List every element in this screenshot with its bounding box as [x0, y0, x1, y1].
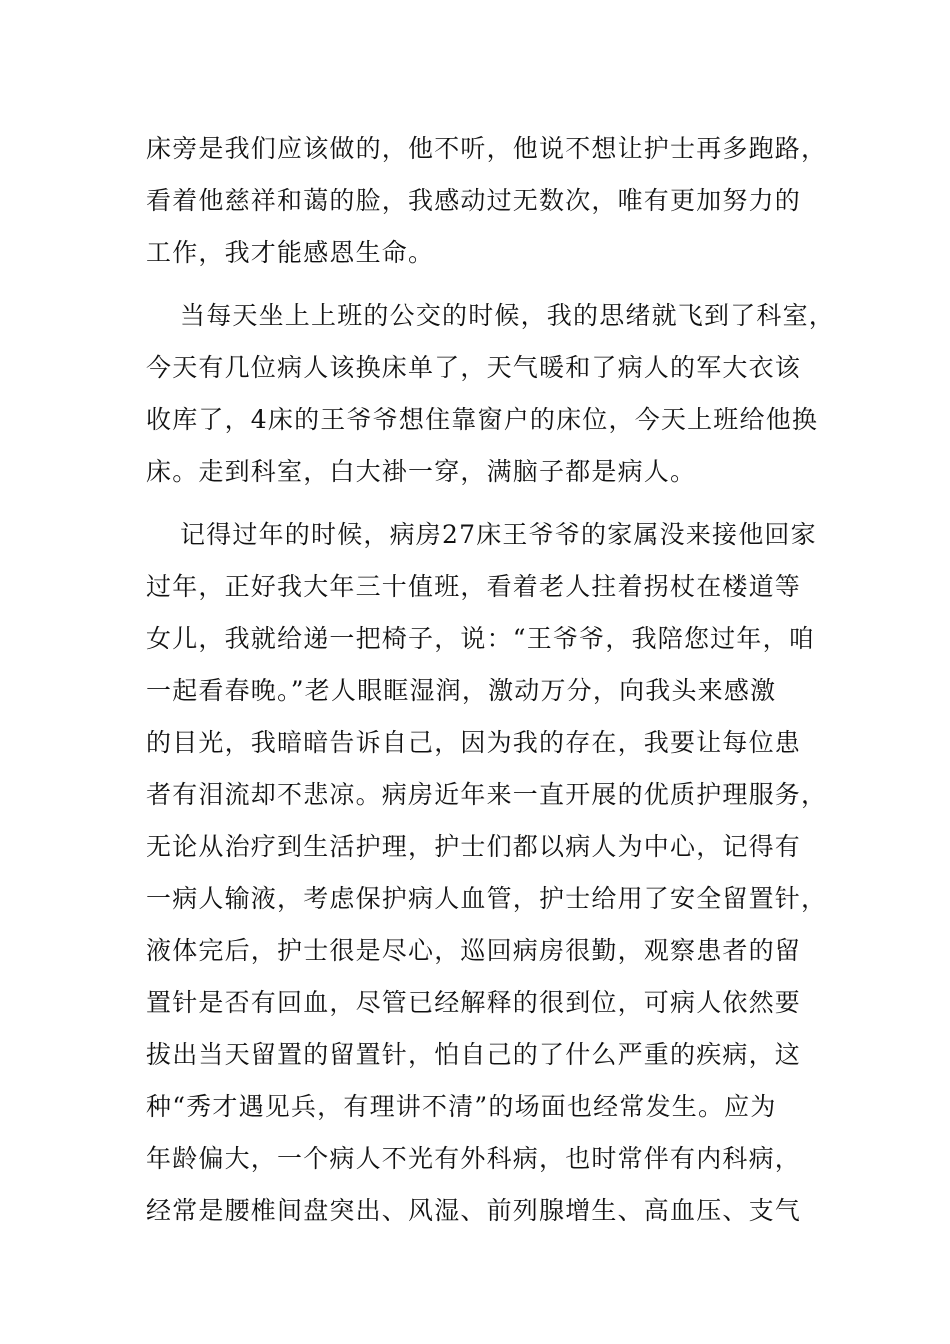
text-line: 看着他慈祥和蔼的脸，我感动过无数次，唯有更加努力的	[146, 186, 802, 215]
paragraph-gap	[146, 283, 806, 294]
text-line: 女儿，我就给递一把椅子，说：“王爷爷，我陪您过年，咱	[146, 624, 815, 653]
text-line: 今天有几位病人该换床单了，天气暖和了病人的军大衣该	[146, 353, 802, 382]
paragraph-2	[146, 294, 836, 502]
text-line: 一病人输液，考虑保护病人血管，护士给用了安全留置针，	[146, 884, 828, 913]
text-line: 液体完后，护士很是尽心，巡回病房很勤，观察患者的留	[146, 936, 802, 965]
text-line: 过年，正好我大年三十值班，看着老人拄着拐杖在楼道等	[146, 572, 802, 601]
document-body	[146, 127, 836, 1241]
text-line: 置针是否有回血，尽管已经解释的很到位，可病人依然要	[146, 988, 802, 1017]
text-line: 者有泪流却不悲凉。病房近年来一直开展的优质护理服务，	[146, 780, 828, 809]
text-line: 记得过年的时候，病房27床王爷爷的家属没来接他回家	[180, 520, 817, 549]
text-line: 收库了，4床的王爷爷想住靠窗户的床位，今天上班给他换	[146, 405, 819, 434]
text-line: 工作，我才能感恩生命。	[146, 238, 435, 267]
text-line: 一起看春晚。”老人眼眶湿润，激动万分，向我头来感激	[146, 676, 777, 705]
paragraph-gap	[146, 502, 806, 513]
text-line: 床。走到科室，白大褂一穿，满脑子都是病人。	[146, 457, 697, 486]
text-line: 种“秀才遇见兵，有理讲不清”的场面也经常发生。应为	[146, 1092, 777, 1121]
text-line: 的目光，我暗暗告诉自己，因为我的存在，我要让每位患	[146, 728, 802, 757]
text-line: 年龄偏大，一个病人不光有外科病，也时常伴有内科病，	[146, 1144, 802, 1173]
text-line: 当每天坐上上班的公交的时候，我的思绪就飞到了科室，	[180, 301, 836, 330]
text-line: 经常是腰椎间盘突出、风湿、前列腺增生、高血压、支气	[146, 1196, 802, 1225]
text-line: 无论从治疗到生活护理，护士们都以病人为中心，记得有	[146, 832, 802, 861]
text-line: 拔出当天留置的留置针，怕自己的了什么严重的疾病，这	[146, 1040, 802, 1069]
text-line: 床旁是我们应该做的，他不听，他说不想让护士再多跑路，	[146, 134, 828, 163]
paragraph-1	[146, 127, 828, 283]
paragraph-3	[146, 513, 828, 1241]
